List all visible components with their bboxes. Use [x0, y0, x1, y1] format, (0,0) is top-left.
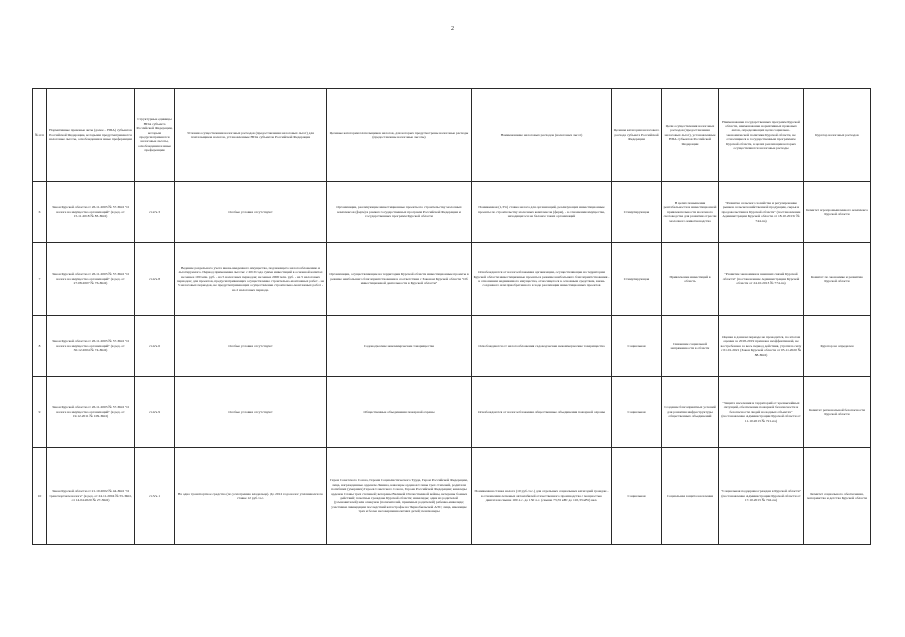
row-category: Организации, реализующие инвестиционные проекты по строительству молочных комплексов (ферм) в рамках государственных программ Российской Федерации и государственных программ Курской области	[327, 182, 472, 243]
row-category: Общественные объединения пожарной охраны	[327, 377, 472, 448]
row-curator: Комитет социального обеспечения, материнства и детства Курской области	[804, 448, 871, 545]
row-curator: Куратор не определен	[804, 316, 871, 377]
row-act: Закон Курской области от 26.11.2003 № 57-ЗКО "О налоге на имущество организаций" (в ред. от 19.12.2011 № 109-ЗКО)	[47, 377, 135, 448]
row-name: Пониженная ставка налога (10 руб./л.с.) для отдельных социальных категорий граждан - в отношении легковых автомобилей отечественного производства с мощностью двигателя свыше 100 л.с. до 150 л.с. (свыше 73,55 кВт до 110,33 кВт) вкл.	[472, 448, 612, 545]
row-num: 10	[33, 448, 47, 545]
row-programs: "Развитие экономики и внешних связей Курской области" (постановление Администрации Курской области от 24.10.2013 № 774-па)	[719, 243, 804, 316]
row-act: Закон Курской области от 26.11.2003 № 57-ЗКО "О налоге на имущество организаций" (в ред. от 27.08.2007 № 76-ЗКО)	[47, 243, 135, 316]
col-header-programs: Наименование государственных программ Курской области, наименование нормативных правовых актов, определяющих цели социально-экономической политики Курской области, не относящиеся к государственным программам Курской области, в целях реализации которых осуществляются налоговые расходы	[719, 89, 804, 182]
row-num: 9	[33, 377, 47, 448]
col-header-curator: Куратор налоговых расходов	[804, 89, 871, 182]
header-row	[33, 89, 871, 182]
table-row	[33, 243, 871, 316]
row-goals: В целях повышения рентабельности и инвестиционной привлекательности молочного скотоводства для развития отрасли молочного животноводства	[662, 182, 719, 243]
row-num: 8	[33, 316, 47, 377]
row-category: Организации, осуществляющие на территории Курской области инвестиционные проекты в режиме наибольшего благоприятствования в соответствии с Законом Курской области "Об инвестиционной деятельности в Курской области"	[327, 243, 472, 316]
row-target: Социальная	[612, 448, 662, 545]
col-header-act: Нормативные правовые акты (далее – НПА) субъектов Российской Федерации, которыми предусматриваются налоговые льготы, освобождения и иные преференции	[47, 89, 135, 182]
row-curator: Комитет региональной безопасности Курской области	[804, 377, 871, 448]
col-header-conditions: Условия осуществления налоговых расходов (предоставления налоговых льгот) для плательщиков налогов, установленные НПА субъектов Российской Федерации	[175, 89, 327, 182]
page-number: 2	[451, 26, 454, 32]
row-num: 6	[33, 182, 47, 243]
row-num: 7	[33, 243, 47, 316]
row-unit: ст.2/ч.3	[135, 182, 175, 243]
table-row	[33, 377, 871, 448]
table-row	[33, 316, 871, 377]
col-header-unit: Структурные единицы НПА субъекта Российской Федерации, которым предусматриваются налоговые льготы, освобождения и иные преференции	[135, 89, 175, 182]
row-programs: "Социальная поддержка граждан в Курской области" (постановление Администрации Курской области от 17.10.2013 № 742-па)	[719, 448, 804, 545]
table-row	[33, 448, 871, 545]
row-name: Освобождаются от налогообложения организации, осуществляющие на территории Курской области инвестиционные проекты в режиме наибольшего благоприятствования - в отношении недвижимого имущества, относящегося к основным средствам, вновь созданного или приобретенного в ходе реализации инвестиционных проектов	[472, 243, 612, 316]
tax-expenditure-table	[32, 88, 871, 545]
col-header-num: № п/п	[33, 89, 47, 182]
row-curator: Комитет агропромышленного комплекса Курской области	[804, 182, 871, 243]
table-row	[33, 182, 871, 243]
row-category: Герои Советского Союза, Героям Социалистического Труда, Герои Российской Федерации, лица, награжденные орденом Ленина, кавалеры орденов Славы трех степеней, родители погибших (умерших) Героев Советского Союза, Героев Российской Федерации; кавалеры орденов Славы трех степеней; ветераны Великой Отечественной войны, ветераны боевых действий; почетные граждане Курской области; инвалиды; одни из родителей (усыновителей) или опекунов (попечителей, приемных родителей) ребенка-инвалида; участники ликвидации последствий катастрофы на Чернобыльской АЭС; лица, имеющие трех и более несовершеннолетних детей; пенсионеры	[327, 448, 472, 545]
row-name: Пониженная (1,3%) ставка налога для организаций, реализующих инвестиционные проекты по строительству молочных комплексов (ферм), - в отношении имущества, находящегося на балансе таких организаций	[472, 182, 612, 243]
col-header-target: Целевая категория налогового расхода субъекта Российской Федерации	[612, 89, 662, 182]
row-goals: Социальная защита населения	[662, 448, 719, 545]
row-curator: Комитет по экономике и развитию Курской области	[804, 243, 871, 316]
row-programs: "Развитие сельского хозяйства и регулирование рынков сельскохозяйственной продукции, сырья и продовольствия в Курской области" (постановление Администрации Курской области от 18.10.2013г № 744-па)	[719, 182, 804, 243]
row-programs: Оценка в данном периоде не проводится, по итогам оценки за 2018-2019 признана неэффективной, не востребована за весь период действия, утратила силу с 01.01.2021 (Закон Курской области от 05.11.2020 № 88-ЗКО)	[719, 316, 804, 377]
row-goals: Снижение социальной напряженности в области	[662, 316, 719, 377]
row-programs: "Защита населения и территорий от чрезвычайных ситуаций, обеспечение пожарной безопасности и безопасности людей на водных объектах" (постановление Администрации Курской области от 11.10.2013 № 721-па)	[719, 377, 804, 448]
row-goals: Создание благоприятных условий для развития инфраструктуры общественных объединений	[662, 377, 719, 448]
row-category: Садоводческие некоммерческие товарищества	[327, 316, 472, 377]
row-conditions: Ведение раздельного учета вновь введенного имущества, подлежащего налогообложению и льготируемого. Период применения льготы: с 2019 года сумма инвестиций в основной капитал не менее 100 млн. руб. - на 5 налоговых периодов; не менее 2000 млн. руб. - на 5 налоговых периодов; для проектов, предусматривающих осуществление строительно-монтажных работ - на 5 налоговых периодов, не предусматривающих осуществление строительно-монтажных работ - на 2 налоговых периода.	[175, 243, 327, 316]
row-unit: ст.3/ч.1	[135, 448, 175, 545]
row-name: Освобождаются от налогообложения садоводческие некоммерческие товарищества	[472, 316, 612, 377]
row-unit: ст.4/ч.6	[135, 316, 175, 377]
row-conditions: Особые условия отсутствуют	[175, 316, 327, 377]
row-conditions: На одно транспортное средство (по усмотрению владельца). До 2012 года налог уплачивался по ставке 12 руб./л.с.	[175, 448, 327, 545]
row-goals: Привлечение инвестиций в область	[662, 243, 719, 316]
row-conditions: Особые условия отсутствуют	[175, 182, 327, 243]
col-header-goals: Цели осуществления налоговых расходов (предоставления налоговых льгот), установленные НПА субъектов Российской Федерации	[662, 89, 719, 182]
col-header-category: Целевые категории плательщиков налогов, для которых предусмотрены налоговые расходы (предоставлены налоговые льготы)	[327, 89, 472, 182]
row-unit: ст.4/ч.8	[135, 243, 175, 316]
row-unit: ст.4/ч.9	[135, 377, 175, 448]
row-name: Освобождаются от налогообложения общественные объединения пожарной охраны	[472, 377, 612, 448]
row-act: Закон Курской области от 21.10.2002 № 44-ЗКО "О транспортном налоге" (в ред. от 24.11.2004 № 55-ЗКО, от 14.04.2020 № 27-ЗКО)	[47, 448, 135, 545]
row-target: Стимулирующая	[612, 243, 662, 316]
row-act: Закон Курской области от 26.11.2003 № 57-ЗКО "О налоге на имущество организаций" (в ред. от 30.12.2004 № 74-ЗКО)	[47, 316, 135, 377]
row-target: Стимулирующая	[612, 182, 662, 243]
row-target: Социальная	[612, 316, 662, 377]
col-header-name: Наименование налоговых расходов (налоговых льгот)	[472, 89, 612, 182]
row-act: Закон Курской области от 26.11.2003 № 57-ЗКО "О налоге на имущество организаций" (в ред. от 15.11.2018 № 83-ЗКО)	[47, 182, 135, 243]
row-conditions: Особые условия отсутствуют	[175, 377, 327, 448]
row-target: Социальная	[612, 377, 662, 448]
